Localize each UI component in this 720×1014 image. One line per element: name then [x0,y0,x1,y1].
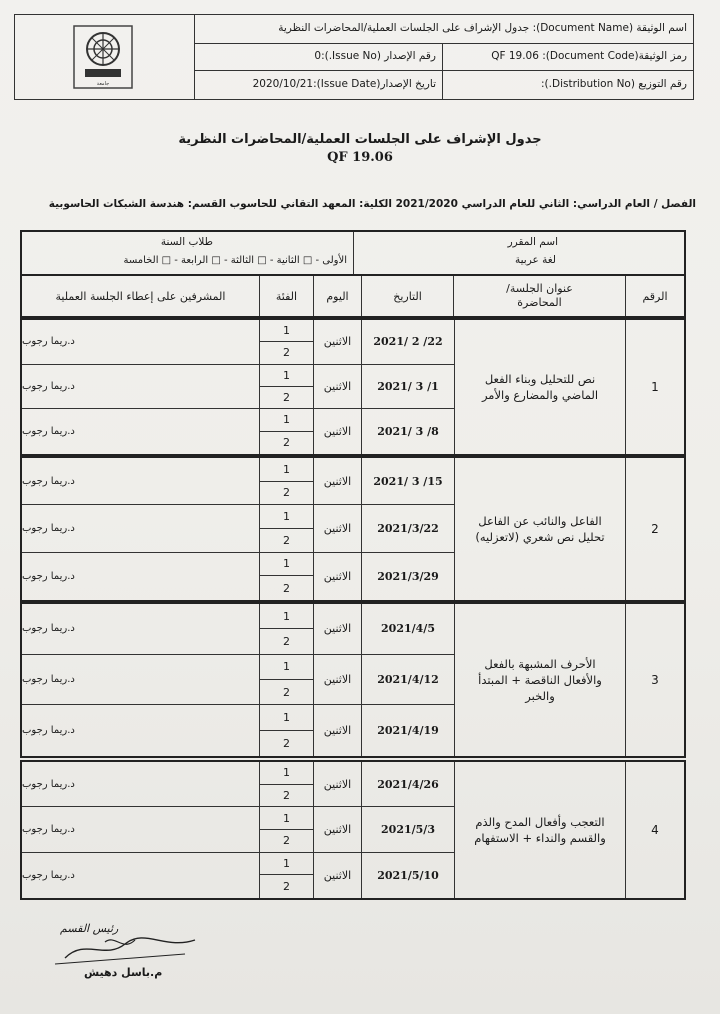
page-title: جدول الإشراف على الجلسات العملية/المحاضرات النظرية [178,132,542,147]
session-date: 2021/ 2 /22 [362,320,454,365]
doc-code-label: رمز الوثيقة(Document Code): QF 19.06 [491,50,687,62]
distribution-label: رقم التوزيع (Distribution No.): [541,78,687,90]
group-2-cell: 2 [260,785,314,808]
course-name: لغة عربية [514,254,556,266]
session-day: الاثنين [314,553,362,600]
session-date: 2021/4/5 [362,604,454,655]
session-day: الاثنين [314,807,362,852]
session-day: الاثنين [314,409,362,454]
supervisor-name: د.ريما رجوب [22,807,260,852]
supervisor-name: د.ريما رجوب [22,762,260,807]
group-2-cell: 2 [260,680,314,705]
logo-box [15,15,195,99]
group-1-cell: 1 [260,762,314,785]
col-header-date: التاريخ [362,276,454,316]
group-1-cell: 1 [260,553,314,577]
group-2-cell: 2 [260,342,314,364]
group-2-cell: 2 [260,576,314,600]
session-number: 1 [651,380,659,394]
session-date: 2021/5/3 [362,807,454,852]
table-header [20,276,686,318]
issue-date-label: تاريخ الإصدار(Issue Date):2020/10/21 [252,78,436,90]
col-header-title: عنوان الجلسة/المحاضرة [454,276,626,316]
university-logo-icon [73,25,133,89]
col-header-group: الفئة [260,276,314,316]
course-row [20,230,686,276]
document-header [14,14,694,100]
head-name: م.باسل دهيش [84,966,163,979]
group-1-cell: 1 [260,505,314,529]
session-number: 3 [651,673,659,687]
session-number: 4 [651,823,659,837]
group-2-cell: 2 [260,387,314,409]
supervisor-name: د.ريما رجوب [22,853,260,898]
supervisor-name: د.ريما رجوب [22,655,260,706]
group-1-cell: 1 [260,655,314,680]
logo-caption: جامعة [96,81,110,87]
session-date: 2021/4/12 [362,655,454,706]
supervisor-name: د.ريما رجوب [22,505,260,552]
issue-no-label: رقم الإصدار (Issue No.):0 [314,50,436,62]
session-day: الاثنين [314,604,362,655]
head-label: رئيس القسم [60,922,119,935]
group-1-cell: 1 [260,365,314,387]
group-1-cell: 1 [260,853,314,876]
group-1-cell: 1 [260,458,314,482]
info-line: الفصل / العام الدراسي: الثاني للعام الدراسي 2021/2020 الكلية: المعهد التقاني للحاسوب القسم: هندسة الشبكات الحاسوبية [48,198,696,210]
col-header-day: اليوم [314,276,362,316]
session-group [20,456,686,602]
group-2-cell: 2 [260,629,314,654]
group-2-cell: 2 [260,529,314,553]
col-header-supervisors: المشرفين على إعطاء الجلسة العملية [22,276,260,316]
session-title: الفاعل والنائب عن الفاعل تحليل نص شعري (لاتعزليه) [454,458,626,600]
session-day: الاثنين [314,365,362,410]
session-date: 2021/5/10 [377,868,439,882]
supervisor-name: د.ريما رجوب [22,320,260,365]
session-date: 2021/ 3 /15 [362,458,454,505]
supervisor-name: د.ريما رجوب [22,409,260,454]
group-2-cell: 2 [260,875,314,898]
doc-name-label: اسم الوثيقة (Document Name): جدول الإشراف على الجلسات العملية/المحاضرات النظرية [278,22,687,34]
group-2-cell: 2 [260,731,314,756]
session-title: نص للتحليل وبناء الفعل الماضي والمضارع والأمر [454,320,626,454]
session-number: 2 [651,522,659,536]
doc-meta-grid [195,43,693,99]
supervisor-name: د.ريما رجوب [22,553,260,600]
session-day: الاثنين [314,458,362,505]
session-date: 2021/4/19 [377,724,439,738]
group-1-cell: 1 [260,604,314,629]
group-2-cell: 2 [260,830,314,853]
session-date: 2021/4/26 [362,762,454,807]
session-title: الأحرف المشبهة بالفعل والأفعال الناقصة + المبتدأ والخبر [454,604,626,756]
session-group [20,318,686,456]
session-date: 2021/3/22 [362,505,454,552]
session-day: الاثنين [314,705,362,756]
supervisor-name: د.ريما رجوب [22,458,260,505]
doc-name-row [195,15,693,44]
supervisor-name: د.ريما رجوب [22,705,260,756]
session-title: التعجب وأفعال المدح والذم والقسم والنداء + الاستفهام [454,762,626,898]
session-date: 2021/ 3 /1 [362,365,454,410]
session-group [20,602,686,758]
supervisor-name: د.ريما رجوب [22,365,260,410]
session-date: 2021/3/29 [377,569,439,583]
years-options: الأولى - □ الثانية - □ الثالثة - □ الرابعة - □ الخامسة [123,255,347,266]
session-day: الاثنين [314,853,362,898]
session-day: الاثنين [314,320,362,365]
group-1-cell: 1 [260,705,314,730]
session-day: الاثنين [314,505,362,552]
signature-icon [45,930,205,970]
group-2-cell: 2 [260,432,314,454]
page-code: QF 19.06 [327,150,393,165]
session-day: الاثنين [314,655,362,706]
supervisor-name: د.ريما رجوب [22,604,260,655]
session-date: 2021/ 3 /8 [377,425,439,439]
session-group [20,760,686,900]
students-label: طلاب السنة [160,236,213,248]
group-1-cell: 1 [260,320,314,342]
group-2-cell: 2 [260,482,314,506]
session-day: الاثنين [314,762,362,807]
col-header-num: الرقم [642,289,668,303]
course-name-label: اسم المقرر [507,236,558,248]
group-1-cell: 1 [260,409,314,431]
group-1-cell: 1 [260,807,314,830]
